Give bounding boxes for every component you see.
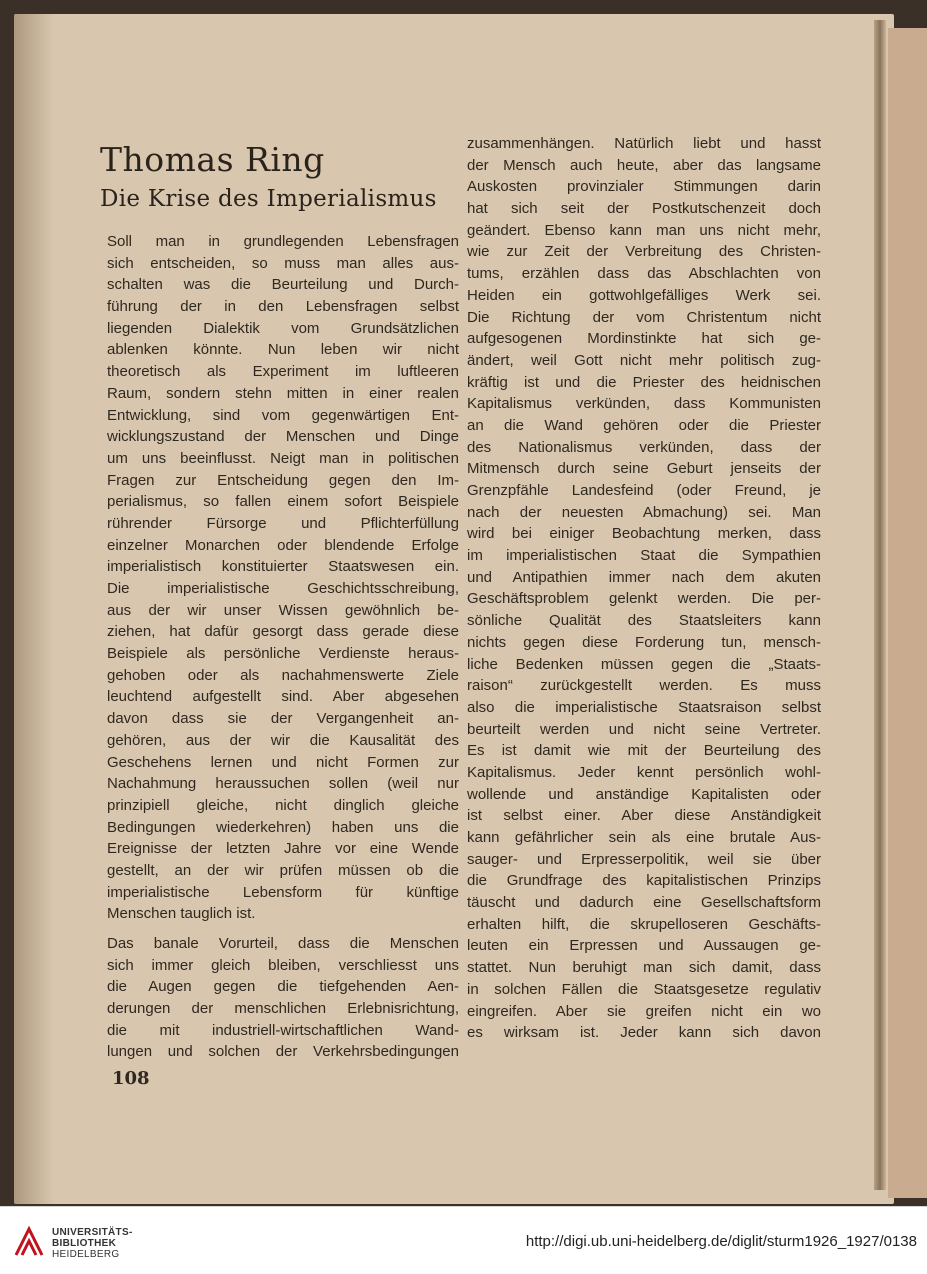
text-line: ändert, weil Gott nicht mehr politisch zug- [467, 351, 821, 369]
text-line: ist selbst einer. Aber diese Anständigkeit [467, 807, 821, 825]
text-line: und Antipathien immer nach dem akuten [467, 568, 821, 586]
text-line: Kapitalismus verkünden, dass Kommunisten [467, 395, 821, 413]
text-line: gehoben oder als nachahmenswerte Ziele [107, 666, 459, 684]
text-line: Es ist damit wie mit der Beurteilung des [467, 742, 821, 760]
text-line: Bedingungen wiederkehren) haben uns die [107, 818, 459, 836]
text-line: kann gefährlicher sein als eine brutale Aus- [467, 829, 821, 846]
text-line: imperialistisch konstituierter Staatswesen ein. [107, 558, 459, 576]
article-author: Thomas Ring [100, 140, 325, 179]
page-shadow [14, 14, 54, 1204]
library-logo-icon[interactable] [12, 1225, 46, 1259]
text-line: liche Bedenken müssen gegen die „Staats- [467, 655, 821, 673]
text-line: in solchen Fällen die Staatsgesetze regulativ [467, 980, 821, 998]
text-line: perialismus, so fallen einem sofort Beispiele [107, 493, 459, 511]
text-line: nach der neuesten Abmachung) sei. Man [467, 503, 821, 521]
text-line: nichts gegen diese Forderung tun, mensch- [467, 633, 821, 651]
text-line: Heiden ein gottwohlgefälliges Werk sei. [467, 286, 821, 304]
text-line: Kapitalismus. Jeder kennt persönlich wohl- [467, 763, 821, 781]
text-line: gehören, aus der wir die Kausalität des [107, 731, 459, 749]
text-line: Die imperialistische Geschichtsschreibung, [107, 580, 459, 597]
text-line: die Augen gegen die tiefgehenden Aen- [107, 978, 459, 996]
text-line: hat sich seit der Postkutschenzeit doch [467, 200, 821, 218]
text-line: davon dass sie der Vergangenheit an- [107, 710, 459, 728]
text-line: lungen und solchen der Verkehrsbedingungen [107, 1043, 459, 1061]
text-line: führung der in den Lebensfragen selbst [107, 298, 459, 316]
text-line: geändert. Ebenso kann man uns nicht mehr, [467, 221, 821, 239]
text-line: die Grundfrage des kapitalistischen Prinzips [467, 872, 821, 890]
page-url[interactable]: http://digi.ub.uni-heidelberg.de/diglit/sturm1926_1927/0138 [525, 1233, 917, 1250]
text-line: Beispiele als persönliche Verdienste heraus- [107, 645, 459, 663]
text-line: Mitmensch durch seine Geburt jenseits der [467, 460, 821, 478]
paragraph-gap [107, 925, 459, 933]
text-line: beurteilt werden und nicht seine Vertreter. [467, 720, 821, 738]
text-line: Grenzpfähle Landesfeind (oder Freund, je [467, 482, 821, 499]
text-line: erhalten hilft, die skrupelloseren Geschäfts- [467, 915, 821, 933]
text-line: zusammenhängen. Natürlich liebt und hasst [467, 135, 821, 152]
logo-line-2: BIBLIOTHEK [52, 1238, 117, 1249]
book-gutter [874, 20, 886, 1190]
text-line: der Mensch auch heute, aber das langsame [467, 156, 821, 174]
text-line: Soll man in grundlegenden Lebensfragen [107, 233, 459, 250]
left-text-column [107, 231, 459, 1063]
logo-line-3: HEIDELBERG [52, 1249, 120, 1260]
logo-line-1: UNIVERSITÄTS- [52, 1227, 133, 1238]
text-line: raison“ zurückgestellt werden. Es muss [467, 677, 821, 695]
text-line: theoretisch als Experiment im luftleeren [107, 363, 459, 381]
text-line: schalten was die Beurteilung und Durch- [107, 276, 459, 294]
text-line: wie zur Zeit der Verbreitung des Christen- [467, 243, 821, 261]
text-line: im imperialistischen Staat die Sympathien [467, 547, 821, 565]
library-logo-text[interactable] [52, 1227, 133, 1260]
text-line: sich entscheiden, so muss man alles aus- [107, 254, 459, 272]
text-line: täuscht und dadurch eine Gesellschaftsform [467, 894, 821, 912]
text-line: wird bei einiger Beobachtung merken, dass [467, 525, 821, 543]
text-line: sönliche Qualität des Staatsleiters kann [467, 612, 821, 630]
text-line: Menschen tauglich ist. [107, 905, 256, 923]
text-line: aufgesogenen Mordinstinkte hat sich ge- [467, 330, 821, 348]
text-line: die mit industriell-wirtschaftlichen Wand- [107, 1021, 459, 1039]
text-line: ziehen, hat dafür gesorgt dass gerade diese [107, 623, 459, 641]
text-line: Raum, sondern stehn mitten in einer realen [107, 384, 459, 402]
article-title: Die Krise des Imperialismus [100, 186, 437, 212]
text-line: Entwicklung, sind vom gegenwärtigen Ent- [107, 406, 459, 424]
text-line: derungen der menschlichen Erlebnisrichtung, [107, 1000, 459, 1018]
text-line: Das banale Vorurteil, dass die Menschen [107, 935, 459, 952]
text-line: Geschehens lernen und nicht Formen zur [107, 753, 459, 771]
text-line: aus der wir unser Wissen gewöhnlich be- [107, 601, 459, 619]
text-line: ablenken könnte. Nun leben wir nicht [107, 341, 459, 359]
text-line: gestellt, an der wir prüfen müssen ob die [107, 861, 459, 879]
text-line: es wirksam ist. Jeder kann sich davon [467, 1024, 821, 1042]
text-line: leuchtend aufgestellt sind. Aber abgesehen [107, 688, 459, 706]
text-line: stattet. Nun beruhigt man sich damit, dass [467, 959, 821, 977]
text-line: liegenden Dialektik vom Grundsätzlichen [107, 319, 459, 337]
text-line: einzelner Monarchen oder blendende Erfolge [107, 536, 459, 554]
viewer-footer [0, 1206, 927, 1274]
text-line: kräftig ist und die Priester des heidnischen [467, 373, 821, 391]
text-line: Ereignisse der letzten Jahre vor eine Wende [107, 840, 459, 858]
text-line: Die Richtung der vom Christentum nicht [467, 308, 821, 326]
text-line: sauger- und Erpresserpolitik, weil sie über [467, 850, 821, 868]
text-line: des Nationalismus verkünden, dass der [467, 438, 821, 456]
text-line: um uns beeinflusst. Neigt man in politischen [107, 449, 459, 467]
text-line: Geschäftsproblem gelenkt werden. Die per- [467, 590, 821, 608]
text-line: eingreifen. Aber sie greifen nicht ein wo [467, 1002, 821, 1020]
text-line: also die imperialistische Staatsraison selbst [467, 698, 821, 716]
text-line: leuten ein Erpressen und Aussaugen ge- [467, 937, 821, 955]
text-line: wollende und anständige Kapitalisten oder [467, 785, 821, 803]
text-line: wicklungszustand der Menschen und Dinge [107, 428, 459, 446]
text-line: imperialistische Lebensform für künftige [107, 883, 459, 901]
text-line: Auskosten provinzialer Stimmungen darin [467, 178, 821, 196]
text-line: tums, erzählen dass das Abschlachten von [467, 265, 821, 283]
text-line: Fragen zur Entscheidung gegen den Im- [107, 471, 459, 489]
text-line: sich immer gleich bleiben, verschliesst uns [107, 956, 459, 974]
right-text-column [467, 133, 821, 1044]
page-number: 108 [112, 1068, 150, 1089]
text-line: Nachahmung heraussuchen sollen (weil nur [107, 775, 459, 793]
text-line: prinzipiell gleiche, nicht dinglich gleiche [107, 796, 459, 814]
text-line: rührender Fürsorge und Pflichterfüllung [107, 514, 459, 532]
adjacent-page-edge [888, 28, 927, 1198]
text-line: an die Wand gehören oder die Priester [467, 416, 821, 434]
